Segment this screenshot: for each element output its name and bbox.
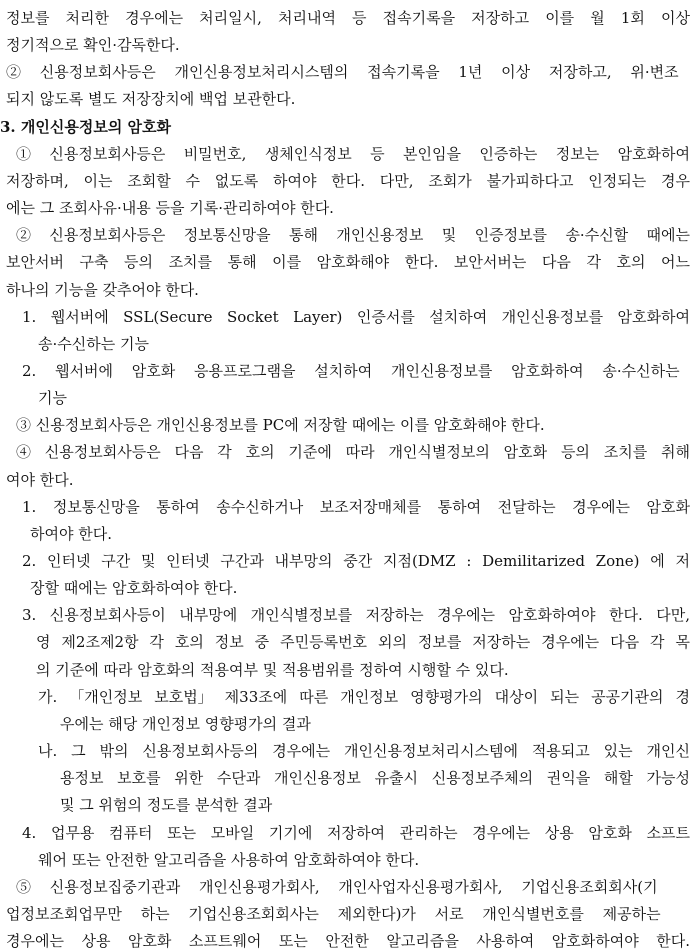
text-line: 가. 「개인정보 보호법」 제33조에 따른 개인정보 영향평가의 대상이 되는 공공기관의 경: [38, 687, 691, 706]
text-line: ③ 신용정보회사등은 개인신용정보를 PC에 저장할 때에는 이를 암호화해야 한다.: [16, 416, 545, 435]
text-line: 하여야 한다.: [30, 524, 112, 543]
text-line: 정보를 처리한 경우에는 처리일시, 처리내역 등 접속기록을 저장하고 이를 월 1회 이상: [6, 9, 690, 27]
text-line: 웨어 또는 안전한 알고리즘을 사용하여 암호화하여야 한다.: [38, 850, 420, 869]
text-line: 송·수신하는 기능: [38, 334, 149, 353]
text-line: 경우에는 상용 암호화 소프트웨어 또는 안전한 알고리즘을 사용하여 암호화하여야 한다.: [6, 932, 690, 950]
text-line: 나. 그 밖의 신용정보회사등의 경우에는 개인신용정보처리시스템에 적용되고 있는 개인신: [38, 742, 691, 760]
section-heading: 3. 개인신용정보의 암호화: [0, 117, 172, 136]
text-line: 2. 인터넷 구간 및 인터넷 구간과 내부망의 중간 지점(DMZ : Demilitarized Zone) 에 저: [22, 552, 690, 570]
text-line: 2. 웹서버에 암호화 응용프로그램을 설치하여 개인신용정보를 암호화하여 송·수신하는: [22, 361, 680, 380]
text-line: 4. 업무용 컴퓨터 또는 모바일 기기에 저장하여 관리하는 경우에는 상용 암호화 소프트: [22, 823, 690, 842]
text-line: 의 기준에 따라 암호화의 적용여부 및 적용범위를 정하여 시행할 수 있다.: [36, 660, 509, 679]
text-line: 및 그 위험의 정도를 분석한 결과: [60, 796, 273, 815]
text-line: ④ 신용정보회사등은 다음 각 호의 기준에 따라 개인식별정보의 암호화 등의 조치를 취해: [16, 443, 690, 462]
text-line: 보안서버 구축 등의 조치를 통해 이를 암호화해야 한다. 보안서버는 다음 각 호의 어느: [6, 253, 691, 272]
text-line: 에는 그 조회사유·내용 등을 기록·관리하여야 한다.: [6, 199, 334, 217]
text-line: 정기적으로 확인·감독한다.: [6, 36, 180, 55]
text-line: 3. 신용정보회사등이 내부망에 개인식별정보를 저장하는 경우에는 암호화하여야 한다. 다만,: [22, 606, 690, 625]
text-line: 우에는 해당 개인정보 영향평가의 결과: [60, 714, 311, 733]
text-line: 영 제2조제2항 각 호의 정보 중 주민등록번호 외의 정보를 저장하는 경우에는 다음 각 목: [36, 633, 690, 652]
text-line: 하나의 기능을 갖추어야 한다.: [6, 280, 199, 299]
text-line: ⑤ 신용정보집중기관과 개인신용평가회사, 개인사업자신용평가회사, 기업신용조회회사(기: [16, 877, 658, 896]
text-line: ① 신용정보회사등은 비밀번호, 생체인식정보 등 본인임을 인증하는 정보는 암호화하여: [16, 144, 691, 163]
text-line: 되지 않도록 별도 저장장치에 백업 보관한다.: [6, 90, 296, 109]
text-line: 장할 때에는 암호화하여야 한다.: [30, 579, 238, 598]
text-line: 1. 정보통신망을 통하여 송수신하거나 보조저장매체를 통하여 전달하는 경우에는 암호화: [22, 497, 691, 516]
text-line: ② 신용정보회사등은 정보통신망을 통해 개인신용정보 및 인증정보를 송·수신할 때에는: [16, 226, 691, 245]
text-line: 여야 한다.: [6, 470, 74, 489]
text-line: 저장하며, 이는 조회할 수 없도록 하여야 한다. 다만, 조회가 불가피하다고 인정되는 경우: [6, 171, 691, 190]
text-line: ② 신용정보회사등은 개인신용정보처리시스템의 접속기록을 1년 이상 저장하고, 위·변조: [6, 63, 679, 82]
text-line: 1. 웹서버에 SSL(Secure Socket Layer) 인증서를 설치하여 개인신용정보를 암호화하여: [22, 307, 691, 326]
text-line: 기능: [38, 389, 67, 408]
text-line: 업정보조회업무만 하는 기업신용조회회사는 제외한다)가 서로 개인식별번호를 제공하는: [6, 904, 661, 923]
text-line: 용정보 보호를 위한 수단과 개인신용정보 유출시 신용정보주체의 권익을 해할 가능성: [60, 769, 690, 788]
